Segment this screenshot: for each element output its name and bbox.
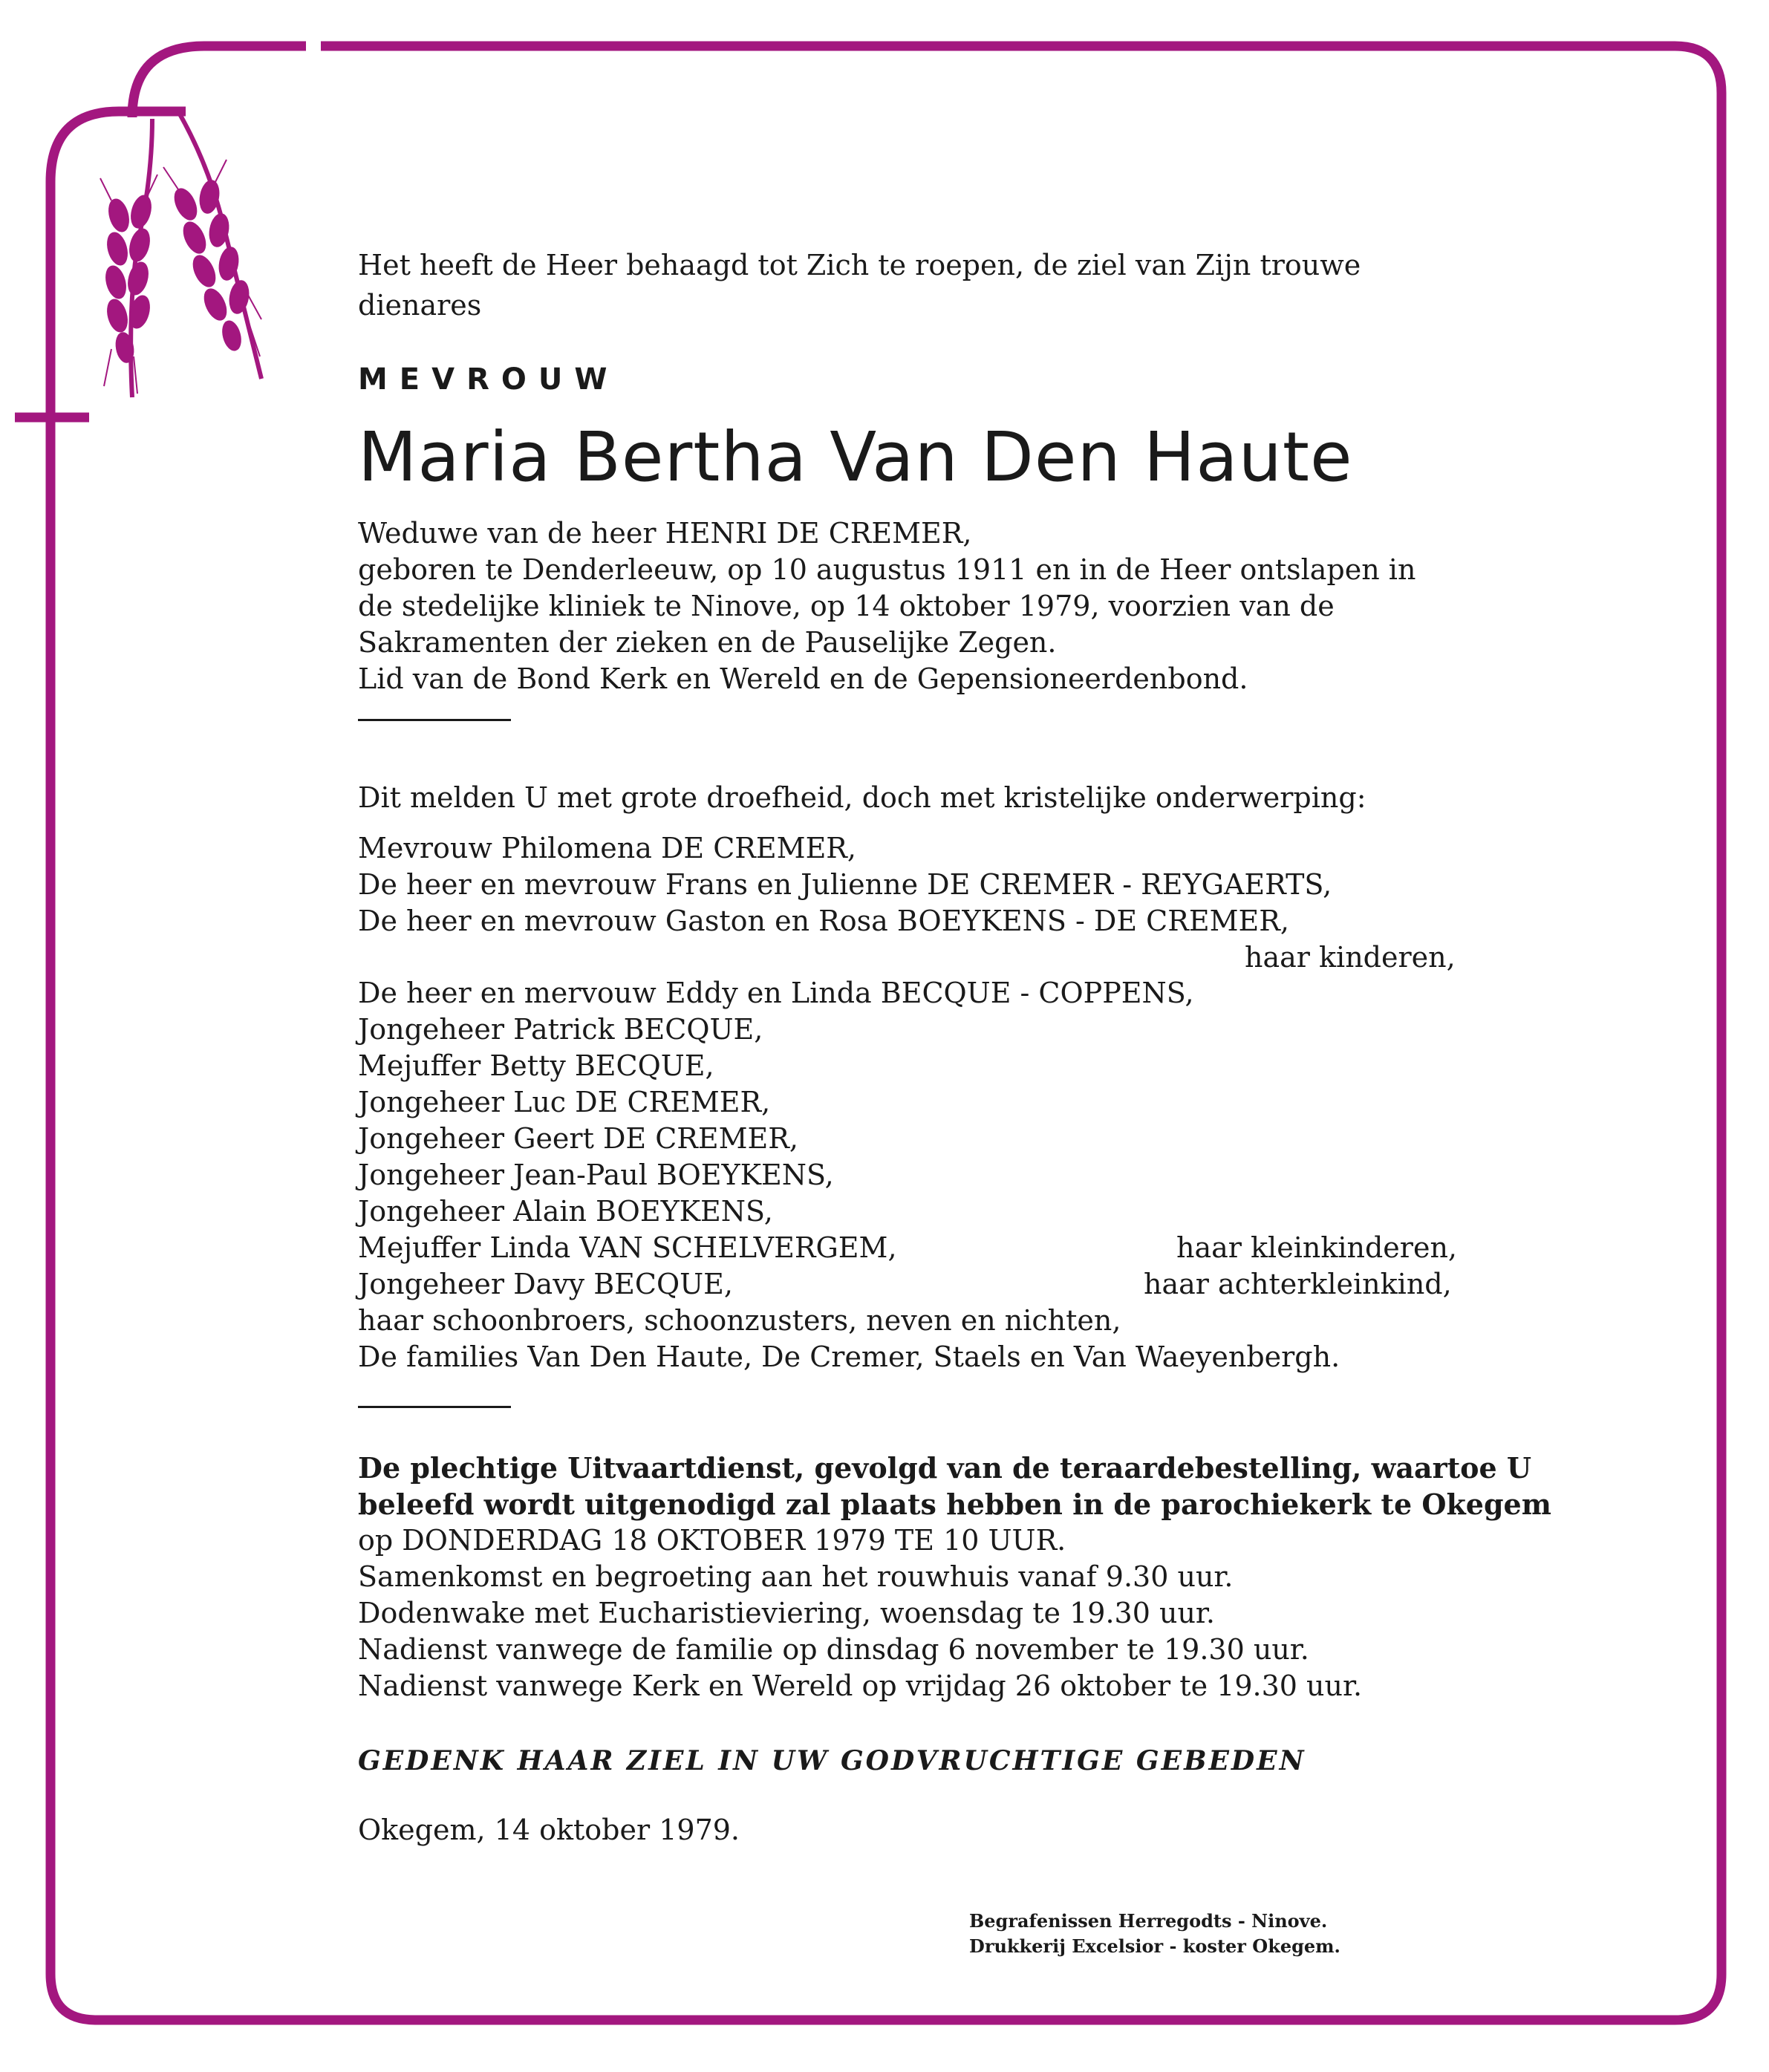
bio-line: geboren te Denderleeuw, op 10 augustus 1911 en in de Heer ontslapen in	[358, 553, 1416, 586]
service-line: De plechtige Uitvaartdienst, gevolgd van de teraardebestelling, waartoe U	[358, 1451, 1532, 1485]
service-line: beleefd wordt uitgenodigd zal plaats hebben in de parochiekerk te Okegem	[358, 1488, 1551, 1521]
divider	[358, 719, 511, 721]
family-member: Jongeheer Jean-Paul BOEYKENS,	[358, 1159, 834, 1191]
service-detail: Nadienst vanwege Kerk en Wereld op vrijdag 26 oktober te 19.30 uur.	[358, 1669, 1363, 1702]
family-member: Jongeheer Davy BECQUE,	[358, 1268, 733, 1300]
divider	[358, 1406, 511, 1408]
relatives-line: haar schoonbroers, schoonzusters, neven en nichten,	[358, 1304, 1121, 1337]
closing-prayer: GEDENK HAAR ZIEL IN UW GODVRUCHTIGE GEBEDEN	[358, 1745, 1306, 1776]
service-line: op DONDERDAG 18 OKTOBER 1979 TE 10 UUR.	[358, 1524, 1066, 1557]
service-info	[358, 1450, 1551, 1704]
bio-line: Lid van de Bond Kerk en Wereld en de Gepensioneerdenbond.	[358, 662, 1248, 695]
family-member: Mejuffer Betty BECQUE,	[358, 1049, 714, 1082]
bio-line: de stedelijke kliniek te Ninove, op 14 oktober 1979, voorzien van de	[358, 590, 1335, 622]
intro-line-1: Het heeft de Heer behaagd tot Zich te roepen, de ziel van Zijn trouwe	[358, 249, 1361, 281]
children-list	[358, 830, 1332, 939]
printer-line: Drukkerij Excelsior - koster Okegem.	[969, 1935, 1340, 1957]
announcement: Dit melden U met grote droefheid, doch met kristelijke onderwerping:	[358, 781, 1366, 814]
family-member: De heer en mervouw Eddy en Linda BECQUE - COPPENS,	[358, 977, 1194, 1009]
place-date: Okegem, 14 oktober 1979.	[358, 1814, 740, 1846]
family-member: Mejuffer Linda VAN SCHELVERGEM,	[358, 1231, 897, 1264]
bio-line: Sakramenten der zieken en de Pauselijke Zegen.	[358, 626, 1057, 659]
grandchildren-list	[358, 975, 1340, 1375]
great-grandchild-label: haar achterkleinkind,	[1144, 1268, 1452, 1300]
intro-text	[358, 245, 1361, 325]
deceased-name: Maria Bertha Van Den Haute	[358, 417, 1353, 497]
wheat-ears-icon	[100, 111, 261, 397]
family-member: De heer en mevrouw Gaston en Rosa BOEYKENS - DE CREMER,	[358, 905, 1289, 937]
family-member: Mevrouw Philomena DE CREMER,	[358, 832, 856, 864]
family-member: Jongeheer Luc DE CREMER,	[358, 1086, 771, 1118]
honorific-title: MEVROUW	[358, 362, 619, 397]
children-label: haar kinderen,	[1245, 941, 1456, 974]
bio-line: Weduwe van de heer HENRI DE CREMER,	[358, 517, 972, 550]
service-detail: Samenkomst en begroeting aan het rouwhuis vanaf 9.30 uur.	[358, 1560, 1234, 1593]
family-member: Jongeheer Patrick BECQUE,	[358, 1013, 763, 1046]
family-member: Jongeheer Alain BOEYKENS,	[358, 1195, 773, 1228]
service-detail: Dodenwake met Eucharistieviering, woensdag te 19.30 uur.	[358, 1597, 1215, 1629]
grandchildren-label: haar kleinkinderen,	[1176, 1231, 1457, 1264]
service-detail: Nadienst vanwege de familie op dinsdag 6 november te 19.30 uur.	[358, 1633, 1309, 1666]
family-member: Jongeheer Geert DE CREMER,	[358, 1122, 798, 1155]
intro-line-2: dienares	[358, 289, 482, 322]
printer-credits	[969, 1909, 1340, 1959]
printer-line: Begrafenissen Herregodts - Ninove.	[969, 1910, 1328, 1932]
relatives-line: De families Van Den Haute, De Cremer, Staels en Van Waeyenbergh.	[358, 1340, 1340, 1373]
biography	[358, 515, 1415, 697]
family-member: De heer en mevrouw Frans en Julienne DE CREMER - REYGAERTS,	[358, 868, 1332, 901]
